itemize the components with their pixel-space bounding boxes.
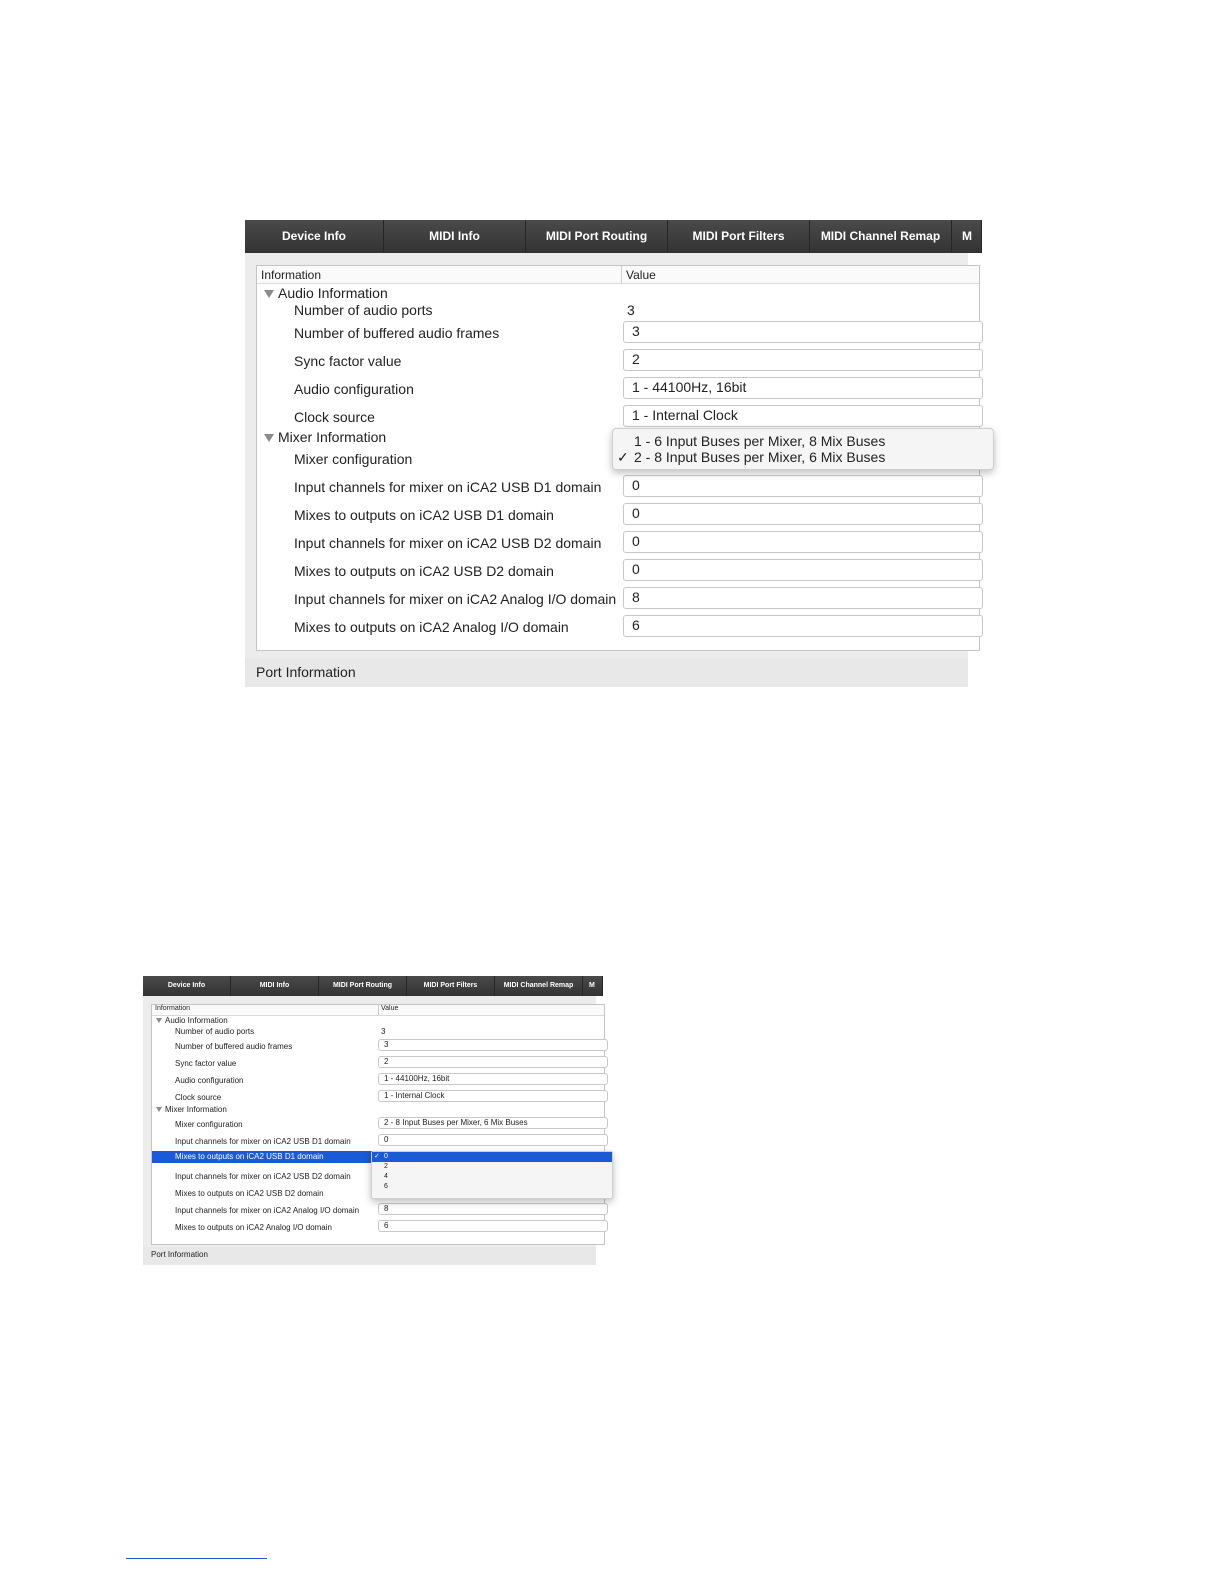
disclosure-triangle-icon[interactable] <box>264 434 274 442</box>
footer-label: Port Information <box>151 1250 208 1259</box>
info-table <box>256 265 980 651</box>
row-label: Number of buffered audio frames <box>175 1042 293 1051</box>
value-field[interactable]: 3 <box>378 1039 608 1051</box>
tab-device-info[interactable]: Device Info <box>143 976 231 996</box>
option-label: 1 - 6 Input Buses per Mixer, 8 Mix Buses <box>634 433 886 449</box>
value-field[interactable]: 6 <box>623 615 983 637</box>
value-field[interactable]: 0 <box>378 1134 608 1146</box>
audio-section-label: Audio Information <box>165 1016 228 1025</box>
option-label: 2 - 8 Input Buses per Mixer, 6 Mix Buses <box>634 449 886 465</box>
info-table <box>151 1004 605 1245</box>
value-field[interactable]: 8 <box>378 1203 608 1215</box>
disclosure-triangle-icon[interactable] <box>156 1018 162 1023</box>
row-label: Mixer configuration <box>175 1120 243 1129</box>
table-row[interactable] <box>152 1056 604 1073</box>
audio-section-row[interactable] <box>257 285 979 301</box>
option-label: 0 <box>384 1153 388 1160</box>
dropdown-option[interactable] <box>613 433 993 449</box>
tab-midi-port-routing[interactable]: MIDI Port Routing <box>526 220 668 253</box>
value-field[interactable]: 6 <box>378 1220 608 1232</box>
table-row[interactable] <box>152 1073 604 1090</box>
table-row[interactable] <box>152 1203 604 1220</box>
option-label: 6 <box>384 1183 388 1190</box>
value-field[interactable]: 8 <box>623 587 983 609</box>
row-label: Mixes to outputs on iCA2 Analog I/O domain <box>175 1223 332 1232</box>
column-information[interactable]: Information <box>155 1005 191 1012</box>
row-label: Input channels for mixer on iCA2 USB D1 domain <box>294 479 602 495</box>
footnote-rule <box>126 1558 267 1559</box>
mixer-section-row[interactable] <box>152 1105 604 1115</box>
value-field[interactable]: 3 <box>623 321 983 343</box>
value-field[interactable]: 0 <box>623 559 983 581</box>
mixer-section-label: Mixer Information <box>278 429 387 445</box>
row-label: Mixer configuration <box>294 451 413 467</box>
dropdown-option[interactable] <box>372 1182 612 1192</box>
row-label: Number of buffered audio frames <box>294 325 500 341</box>
column-information[interactable]: Information <box>261 268 322 282</box>
row-label: Number of audio ports <box>175 1027 255 1036</box>
value-field[interactable]: 0 <box>623 531 983 553</box>
port-information-bar[interactable] <box>143 1247 596 1265</box>
value-field[interactable]: 0 <box>623 475 983 497</box>
mixes-output-screenshot <box>143 976 596 1265</box>
mixer-config-screenshot <box>245 220 972 687</box>
row-label: Input channels for mixer on iCA2 USB D2 domain <box>175 1172 351 1181</box>
value-field[interactable]: 2 - 8 Input Buses per Mixer, 6 Mix Buses <box>378 1117 608 1129</box>
row-label: Input channels for mixer on iCA2 Analog I/O domain <box>175 1206 360 1215</box>
table-header <box>152 1005 604 1016</box>
table-row[interactable] <box>257 377 979 405</box>
tab-midi-port-routing[interactable]: MIDI Port Routing <box>319 976 407 996</box>
disclosure-triangle-icon[interactable] <box>264 290 274 298</box>
tab-midi-port-filters[interactable]: MIDI Port Filters <box>407 976 495 996</box>
row-label: Input channels for mixer on iCA2 USB D1 domain <box>175 1137 351 1146</box>
row-label: Sync factor value <box>175 1059 237 1068</box>
row-label: Mixes to outputs on iCA2 USB D2 domain <box>175 1189 324 1198</box>
value-field[interactable]: 2 <box>623 349 983 371</box>
option-label: 2 <box>384 1163 388 1170</box>
row-label: Mixes to outputs on iCA2 Analog I/O domain <box>294 619 569 635</box>
mixer-config-dropdown[interactable] <box>612 428 994 470</box>
column-value[interactable]: Value <box>626 268 656 282</box>
value-field[interactable]: 1 - 44100Hz, 16bit <box>378 1073 608 1085</box>
table-row[interactable] <box>257 301 979 321</box>
tab-midi-info[interactable]: MIDI Info <box>384 220 526 253</box>
value-field[interactable]: 1 - Internal Clock <box>378 1090 608 1102</box>
dropdown-option-selected[interactable] <box>372 1152 612 1162</box>
dropdown-option[interactable] <box>372 1172 612 1182</box>
column-value[interactable]: Value <box>381 1005 399 1012</box>
table-row[interactable] <box>152 1117 604 1134</box>
table-row[interactable] <box>257 615 979 643</box>
row-label: Sync factor value <box>294 353 402 369</box>
row-label: Audio configuration <box>294 381 414 397</box>
table-row[interactable] <box>152 1220 604 1237</box>
checkmark-icon: ✓ <box>374 1153 380 1160</box>
table-row[interactable] <box>257 321 979 349</box>
tab-midi-info[interactable]: MIDI Info <box>231 976 319 996</box>
row-value: 3 <box>627 302 635 318</box>
table-header <box>257 266 979 284</box>
checkmark-icon: ✓ <box>617 449 629 465</box>
tab-overflow[interactable]: M <box>583 976 603 996</box>
dropdown-option[interactable] <box>372 1162 612 1172</box>
tab-midi-channel-remap[interactable]: MIDI Channel Remap <box>810 220 952 253</box>
value-field[interactable]: 2 <box>378 1056 608 1068</box>
disclosure-triangle-icon[interactable] <box>156 1107 162 1112</box>
table-row[interactable] <box>152 1026 604 1038</box>
mixes-output-dropdown[interactable] <box>371 1151 613 1199</box>
table-row[interactable] <box>257 475 979 503</box>
tab-overflow[interactable]: M <box>952 220 982 253</box>
row-label: Input channels for mixer on iCA2 USB D2 domain <box>294 535 602 551</box>
value-field[interactable]: 1 - Internal Clock <box>623 405 983 427</box>
row-label: Number of audio ports <box>294 302 433 318</box>
tab-midi-port-filters[interactable]: MIDI Port Filters <box>668 220 810 253</box>
option-label: 4 <box>384 1173 388 1180</box>
footer-label: Port Information <box>256 664 356 680</box>
tab-bar <box>143 976 596 996</box>
tab-bar <box>245 220 972 253</box>
port-information-bar[interactable] <box>245 658 968 687</box>
table-row[interactable] <box>257 349 979 377</box>
table-row[interactable] <box>152 1134 604 1151</box>
table-row[interactable] <box>152 1039 604 1056</box>
table-row[interactable] <box>257 503 979 531</box>
tab-midi-channel-remap[interactable]: MIDI Channel Remap <box>495 976 583 996</box>
value-field[interactable]: 0 <box>623 503 983 525</box>
audio-section-label: Audio Information <box>278 285 388 301</box>
row-label: Audio configuration <box>175 1076 244 1085</box>
row-label: Clock source <box>175 1093 222 1102</box>
row-label: Mixes to outputs on iCA2 USB D1 domain <box>294 507 554 523</box>
row-value: 3 <box>381 1027 386 1036</box>
row-label: Input channels for mixer on iCA2 Analog I/O domain <box>294 591 617 607</box>
table-row[interactable] <box>257 559 979 587</box>
audio-section-row[interactable] <box>152 1016 604 1026</box>
row-label: Mixes to outputs on iCA2 USB D1 domain <box>175 1152 324 1161</box>
value-field[interactable]: 1 - 44100Hz, 16bit <box>623 377 983 399</box>
tab-device-info[interactable]: Device Info <box>245 220 384 253</box>
table-row[interactable] <box>257 531 979 559</box>
dropdown-option-selected[interactable] <box>613 449 993 465</box>
mixer-section-label: Mixer Information <box>165 1105 227 1114</box>
row-label: Mixes to outputs on iCA2 USB D2 domain <box>294 563 554 579</box>
row-label: Clock source <box>294 409 375 425</box>
table-row[interactable] <box>257 587 979 615</box>
